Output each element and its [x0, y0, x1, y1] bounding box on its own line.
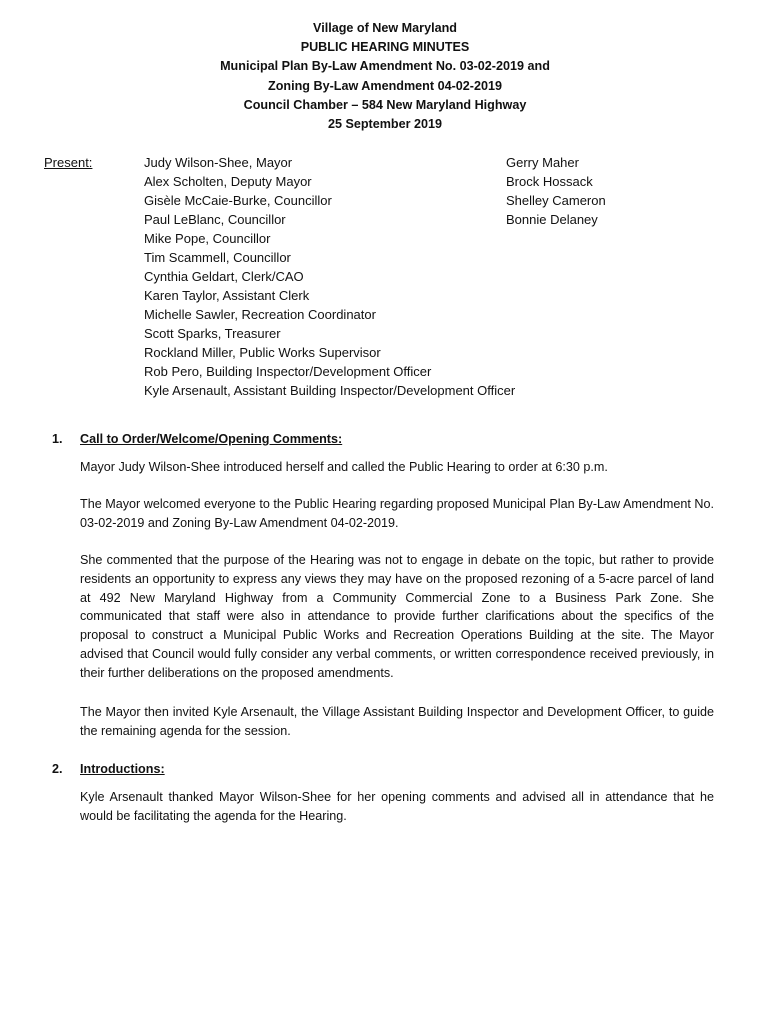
- section-1-heading: [52, 430, 342, 449]
- attendee: Scott Sparks, Treasurer: [144, 326, 281, 341]
- section-2-paragraph: Kyle Arsenault thanked Mayor Wilson-Shee for her opening comments and advised all in attendance that he would be facilitating the agenda for the Hearing.: [80, 790, 714, 823]
- attendee: Tim Scammell, Councillor: [144, 250, 291, 265]
- section-title: Call to Order/Welcome/Opening Comments:: [80, 432, 343, 446]
- section-1-paragraph: Mayor Judy Wilson-Shee introduced herself and called the Public Hearing to order at 6:30 p.m.: [80, 460, 608, 474]
- attendee: Cynthia Geldart, Clerk/CAO: [144, 269, 304, 284]
- header-zoning-amendment: Zoning By-Law Amendment 04-02-2019: [268, 78, 502, 93]
- attendee: Karen Taylor, Assistant Clerk: [144, 288, 310, 303]
- attendee: Rob Pero, Building Inspector/Development Officer: [144, 364, 432, 379]
- attendee: Brock Hossack: [506, 174, 593, 189]
- attendee: Rockland Miller, Public Works Supervisor: [144, 345, 381, 360]
- attendee: Paul LeBlanc, Councillor: [144, 212, 286, 227]
- attendee: Judy Wilson-Shee, Mayor: [144, 155, 293, 170]
- document-header: [0, 19, 770, 134]
- header-village-name: Village of New Maryland: [313, 21, 457, 35]
- header-plan-amendment: Municipal Plan By-Law Amendment No. 03-02-2019 and: [220, 59, 550, 74]
- attendees-list-left: [144, 153, 515, 400]
- attendee: Gisèle McCaie-Burke, Councillor: [144, 193, 332, 208]
- section-1-paragraph: She commented that the purpose of the Hearing was not to engage in debate on the topic, but rather to provide residents an opportunity to express any views they may have on the proposed rezoning of a 5-acre parcel of land at 492 New Maryland Highway from a Community Commercial Zone to a Business Park Zone. She communicated that staff were also in attendance to provide further clarifications about the specifics of the proposal to construct a Municipal Public Works and Recreation Operations Building at the site. The Mayor advised that Council would fully consider any verbal comments, or written correspondence received previously, in their further deliberations on the proposed amendments.: [80, 553, 714, 680]
- section-1-paragraph: The Mayor then invited Kyle Arsenault, the Village Assistant Building Inspector and Development Officer, to guide the remaining agenda for the session.: [80, 705, 714, 738]
- header-date: 25 September 2019: [327, 117, 443, 132]
- section-1-paragraph: The Mayor welcomed everyone to the Public Hearing regarding proposed Municipal Plan By-Law Amendment No. 03-02-2019 and Zoning By-Law Amendment 04-02-2019.: [80, 497, 714, 530]
- section-2-heading: [52, 760, 165, 779]
- attendee: Shelley Cameron: [506, 193, 606, 208]
- header-document-type: PUBLIC HEARING MINUTES: [300, 40, 470, 55]
- section-number: 1.: [52, 432, 63, 446]
- attendees-list-right: [506, 153, 606, 229]
- header-location: Council Chamber – 584 New Maryland Highway: [243, 97, 527, 112]
- present-label: Present:: [44, 155, 93, 170]
- attendee: Kyle Arsenault, Assistant Building Inspector/Development Officer: [144, 383, 516, 398]
- section-title: Introductions:: [80, 762, 165, 776]
- section-number: 2.: [52, 762, 63, 776]
- attendee: Gerry Maher: [506, 155, 579, 170]
- attendee: Alex Scholten, Deputy Mayor: [144, 174, 312, 189]
- attendee: Mike Pope, Councillor: [144, 231, 271, 246]
- attendee: Michelle Sawler, Recreation Coordinator: [144, 307, 376, 322]
- attendee: Bonnie Delaney: [506, 212, 598, 227]
